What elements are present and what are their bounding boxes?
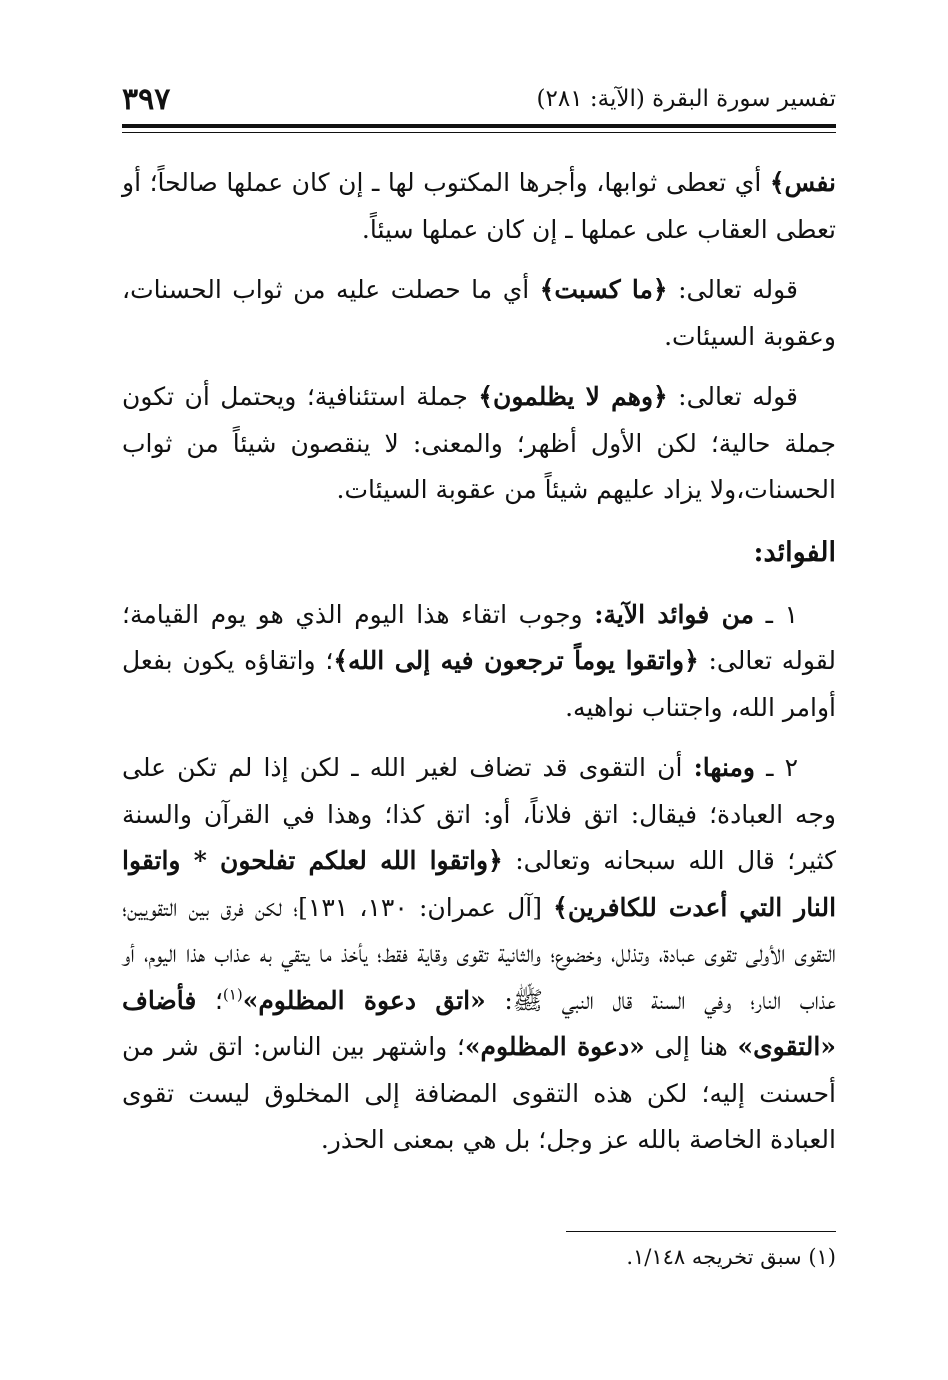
paragraph-text: هنا إلى bbox=[644, 1032, 738, 1061]
item-number: ١ ـ bbox=[754, 599, 798, 629]
header-rule-thick bbox=[122, 124, 836, 128]
paragraph-text: أن التقوى قد تضاف لغير الله ـ لكن إذا لم تكن على وجه العبادة؛ فيقال: اتق فلاناً، أو: اتق كذا؛ وهذا في القرآن والسنة كثير؛ قال الله سبحانه وتعالى: bbox=[122, 753, 836, 875]
footnote: (١) سبق تخريجه ١/١٤٨. bbox=[626, 1245, 836, 1269]
paragraph-text: أي تعطى ثوابها، وأجرها المكتوب لها ـ إن كان عملها صالحاً؛ أو تعطى العقاب على عملها ـ إن كان عملها سيئاً. bbox=[122, 168, 836, 244]
paragraph-text: أي ما حصلت عليه من ثواب الحسنات، وعقوبة السيئات. bbox=[122, 275, 836, 351]
header-title: تفسير سورة البقرة (الآية: ٢٨١) bbox=[536, 86, 836, 112]
header-rule-thin bbox=[122, 132, 836, 133]
paragraph-text: قوله تعالى: bbox=[667, 275, 799, 304]
quran-quote: ﴿ما كسبت﴾ bbox=[539, 275, 668, 304]
emphasis-text: فأضاف «التقوى» bbox=[122, 985, 836, 1061]
quran-quote: ﴿واتقوا يوماً ترجعون فيه إلى الله﴾ bbox=[333, 646, 699, 675]
main-text bbox=[122, 160, 836, 1178]
paragraph-3 bbox=[122, 374, 836, 514]
benefit-item-1 bbox=[122, 592, 836, 732]
emphasis-text: «دعوة المظلوم» bbox=[464, 1032, 645, 1061]
quran-fragment: نفس﴾ bbox=[769, 168, 836, 197]
paragraph-2 bbox=[122, 267, 836, 360]
paragraph-text: جملة استئنافية؛ ويحتمل أن تكون جملة حالية؛ لكن الأول أظهر؛ والمعنى: لا ينقصون شيئاً من ثواب الحسنات،ولا يزاد عليهم شيئاً من عقوبة السيئات. bbox=[122, 382, 836, 504]
benefit-item-2 bbox=[122, 745, 836, 1164]
page-number: ٣٩٧ bbox=[122, 82, 171, 117]
hadith-quote: «اتق دعوة المظلوم» bbox=[242, 985, 486, 1015]
paragraph-text: ؛ bbox=[196, 985, 223, 1015]
quran-quote: ﴿وهم لا يظلمون﴾ bbox=[478, 382, 668, 411]
footnote-rule bbox=[566, 1231, 836, 1232]
paragraph-text: ؛ واتقاؤه يكون بفعل أوامر الله، واجتناب نواهيه. bbox=[122, 646, 836, 722]
paragraph-text: ؛ واشتهر بين الناس: اتق شر من أحسنت إليه؛ لكن هذه التقوى المضافة إلى المخلوق ليست تقوى العبادة الخاصة بالله عز وجل؛ بل هي بمعنى الحذر. bbox=[122, 1032, 836, 1154]
paragraph-text: وجوب اتقاء هذا اليوم الذي هو يوم القيامة؛ لقوله تعالى: bbox=[122, 599, 836, 675]
paragraph-1 bbox=[122, 160, 836, 253]
item-lead: من فوائد الآية: bbox=[594, 599, 755, 629]
item-number: ٢ ـ bbox=[754, 753, 799, 782]
paragraph-text: [آل عمران: ١٣٠، ١٣١]؛ لكن فرق بين التقويين؛ التقوى الأولى تقوى عبادة، وتذلل، وخضوع؛ والثانية تقوى وقاية فقط؛ يأخذ ما يتقي به عذاب هذا اليوم، أو عذاب النار؛ وفي السنة قال النبي ﷺ: bbox=[122, 892, 836, 1015]
item-lead: ومنها: bbox=[693, 753, 755, 782]
quran-quote: ﴿واتقوا الله لعلكم تفلحون * واتقوا النار التي أعدت للكافرين﴾ bbox=[122, 846, 837, 922]
running-header bbox=[122, 82, 836, 122]
section-heading: الفوائد: bbox=[753, 536, 836, 568]
footnote-marker: (١) bbox=[222, 985, 243, 1004]
paragraph-text: قوله تعالى: bbox=[667, 382, 799, 411]
